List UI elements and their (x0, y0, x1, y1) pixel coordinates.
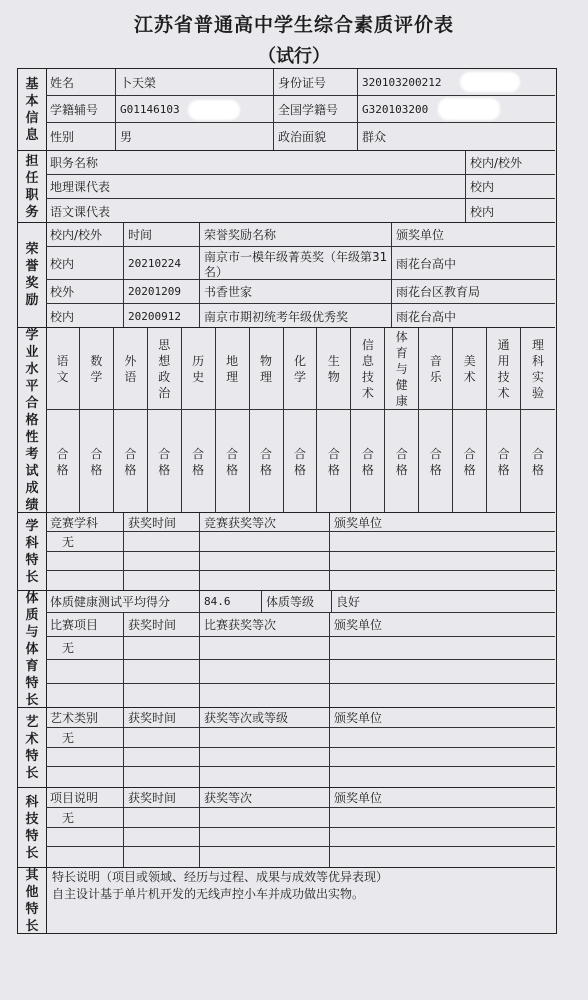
school-no-value: G01146103 (116, 96, 274, 123)
id-label: 身份证号 (274, 69, 358, 96)
subject_strength-empty-cell (330, 571, 555, 590)
redaction-mark (460, 72, 520, 92)
tech-header-cell: 获奖时间 (124, 788, 200, 808)
other-header: 特长说明（项目或领域、经历与过程、成果与成效等优异表现） (52, 870, 389, 884)
honor-scope-header: 校内/校外 (46, 223, 124, 247)
subject_strength-header-cell: 颁奖单位 (330, 513, 555, 532)
honor-issuer-header: 颁奖单位 (392, 223, 555, 247)
art-empty-cell (200, 728, 330, 748)
basic-info-label: 基本信息 (18, 69, 47, 150)
name-label: 姓名 (46, 69, 116, 96)
honor-time-header: 时间 (124, 223, 200, 247)
subject_strength-empty-cell (330, 532, 555, 551)
exam-result: 合 格 (284, 410, 318, 513)
honor-row-scope: 校内 (46, 247, 124, 280)
tech-empty-cell (200, 808, 330, 828)
tech-empty-cell (330, 847, 555, 867)
exam-subject-header: 化 学 (284, 328, 318, 410)
exam-subject-header: 地 理 (216, 328, 250, 410)
subject_strength-empty-cell (200, 571, 330, 590)
duties-section (18, 150, 555, 222)
exam-result: 合 格 (453, 410, 487, 513)
duty-row-scope: 校内 (466, 175, 555, 199)
honor-row-issuer: 雨花台高中 (392, 247, 555, 280)
exam-subject-header: 物 理 (250, 328, 284, 410)
art-header-cell: 获奖时间 (124, 708, 200, 728)
subject-strength-section (18, 512, 555, 590)
tech-empty-cell (330, 828, 555, 848)
exams-label: 学业水平合格性考试成绩 (18, 328, 47, 512)
tech-empty-cell (124, 847, 200, 867)
art-header-cell: 颁奖单位 (330, 708, 555, 728)
tech-section (18, 787, 555, 867)
exam-result: 合 格 (216, 410, 250, 513)
physical-awards-grid (46, 613, 555, 707)
tech-label: 科技特长 (18, 788, 47, 867)
art-empty-cell (200, 767, 330, 787)
political-label: 政治面貌 (274, 123, 358, 150)
tech-value-cell: 无 (46, 808, 124, 828)
evaluation-form (17, 68, 557, 934)
tech-empty-cell (124, 828, 200, 848)
form-subtitle: （试行） (258, 46, 330, 67)
duty-row-scope: 校内 (470, 204, 495, 219)
subject_strength-header-cell: 竞赛学科 (46, 513, 124, 532)
exam-grid (46, 328, 555, 512)
other-text: 自主设计基于单片机开发的无线声控小车并成功做出实物。 (52, 887, 365, 901)
national-no-value: G320103200 (358, 96, 555, 123)
subject_strength-empty-cell (46, 552, 124, 571)
exam-subject-header: 理 科 实 验 (521, 328, 555, 410)
exam-subject-header: 音 乐 (419, 328, 453, 410)
art-empty-cell (124, 748, 200, 768)
subject-strength-grid (46, 513, 555, 590)
subject_strength-empty-cell (124, 571, 200, 590)
fitness-level-label: 体质等级 (262, 591, 332, 613)
exam-result: 合 格 (148, 410, 182, 513)
tech-empty-cell (200, 828, 330, 848)
exam-subject-header: 体 育 与 健 康 (385, 328, 419, 410)
exam-result: 合 格 (250, 410, 284, 513)
physical-empty-cell (200, 684, 330, 708)
exam-result: 合 格 (114, 410, 148, 513)
duty-scope-header: 校内/校外 (466, 151, 555, 175)
subject_strength-header-cell: 获奖时间 (124, 513, 200, 532)
basic-info-section (18, 69, 555, 150)
art-empty-cell (330, 767, 555, 787)
art-empty-cell (330, 748, 555, 768)
physical-label: 体质与体育特长 (18, 591, 47, 707)
exam-result: 合 格 (182, 410, 216, 513)
redaction-mark (438, 98, 500, 120)
art-empty-cell (200, 748, 330, 768)
exam-subject-header: 生 物 (317, 328, 351, 410)
exam-subject-header: 思 想 政 治 (148, 328, 182, 410)
exam-result: 合 格 (385, 410, 419, 513)
tech-grid (46, 788, 555, 867)
art-section (18, 707, 555, 787)
tech-empty-cell (46, 828, 124, 848)
honors-label: 荣誉奖励 (18, 223, 47, 327)
honor-row-time: 20201209 (124, 280, 200, 304)
tech-empty-cell (200, 847, 330, 867)
id-value: 320103200212 (358, 69, 555, 96)
exam-subject-header: 语 文 (46, 328, 80, 410)
subject_strength-empty-cell (200, 552, 330, 571)
exam-result: 合 格 (532, 446, 545, 477)
exam-subject-header: 数 学 (80, 328, 114, 410)
other-label: 其他特长 (18, 868, 47, 933)
exam-result: 合 格 (419, 410, 453, 513)
subject_strength-empty-cell (200, 532, 330, 551)
art-header-cell: 获奖等次或等级 (200, 708, 330, 728)
exam-result: 合 格 (487, 410, 521, 513)
duty-row-name: 语文课代表 (46, 199, 466, 223)
tech-empty-cell (124, 808, 200, 828)
fitness-score-label: 体质健康测试平均得分 (46, 591, 200, 613)
tech-header-cell: 获奖等次 (200, 788, 330, 808)
duty-row-name: 地理课代表 (46, 175, 466, 199)
art-value-cell: 无 (46, 728, 124, 748)
exam-subject-header: 通 用 技 术 (487, 328, 521, 410)
physical-empty-cell (330, 660, 555, 684)
art-empty-cell (124, 728, 200, 748)
honor-name-header: 荣誉奖励名称 (200, 223, 392, 247)
physical-header-cell: 获奖时间 (124, 613, 200, 637)
duties-label: 担任职务 (18, 151, 47, 222)
art-empty-cell (330, 728, 555, 748)
redaction-mark (188, 100, 240, 120)
honor-row-name: 南京市期初统考年级优秀奖 (200, 304, 392, 328)
honor-row-issuer: 雨花台区教育局 (392, 280, 555, 304)
tech-empty-cell (330, 808, 555, 828)
physical-empty-cell (46, 660, 124, 684)
exams-section (18, 327, 555, 512)
honor-row-issuer: 雨花台高中 (396, 309, 457, 324)
physical-value-cell: 无 (46, 637, 124, 661)
other-section (18, 867, 555, 933)
gender-label: 性别 (46, 123, 116, 150)
national-no-label: 全国学籍号 (274, 96, 358, 123)
fitness-level-value: 良好 (332, 591, 555, 613)
art-header-cell: 艺术类别 (46, 708, 124, 728)
physical-section (18, 590, 555, 707)
art-empty-cell (124, 767, 200, 787)
physical-header-cell: 比赛项目 (46, 613, 124, 637)
school-no-label: 学籍辅号 (46, 96, 116, 123)
art-empty-cell (46, 748, 124, 768)
physical-empty-cell (124, 684, 200, 708)
form-title: 江苏省普通高中学生综合素质评价表 (133, 14, 454, 36)
honor-row-name: 南京市一模年级菁英奖（年级第31名） (200, 247, 392, 280)
subject_strength-header-cell: 竞赛获奖等次 (200, 513, 330, 532)
subject_strength-empty-cell (46, 571, 124, 590)
name-value: 卜天榮 (116, 69, 274, 96)
exam-subject-header: 美 术 (453, 328, 487, 410)
exam-result: 合 格 (317, 410, 351, 513)
exam-result: 合 格 (46, 410, 80, 513)
physical-empty-cell (124, 660, 200, 684)
fitness-score-value: 84.6 (200, 591, 262, 613)
honor-row-time: 20200912 (124, 304, 200, 328)
gender-value: 男 (116, 123, 274, 150)
political-value: 群众 (362, 130, 387, 144)
subject_strength-empty-cell (124, 532, 200, 551)
honor-row-time: 20210224 (124, 247, 200, 280)
exam-result: 合 格 (351, 410, 385, 513)
physical-empty-cell (200, 660, 330, 684)
exam-subject-header: 信 息 技 术 (351, 328, 385, 410)
physical-empty-cell (46, 684, 124, 708)
art-empty-cell (46, 767, 124, 787)
honor-row-name: 书香世家 (200, 280, 392, 304)
tech-header-cell: 项目说明 (46, 788, 124, 808)
physical-empty-cell (124, 637, 200, 661)
art-label: 艺术特长 (18, 708, 47, 787)
honors-section (18, 222, 555, 327)
physical-empty-cell (330, 637, 555, 661)
duty-name-header: 职务名称 (46, 151, 466, 175)
tech-header-cell: 颁奖单位 (330, 788, 555, 808)
honor-row-scope: 校内 (46, 304, 124, 328)
physical-empty-cell (200, 637, 330, 661)
exam-subject-header: 外 语 (114, 328, 148, 410)
subject_strength-value-cell: 无 (46, 532, 124, 551)
subject_strength-empty-cell (124, 552, 200, 571)
exam-subject-header: 历 史 (182, 328, 216, 410)
exam-result: 合 格 (80, 410, 114, 513)
subject-strength-label: 学科特长 (18, 513, 47, 590)
physical-header-cell: 颁奖单位 (330, 613, 555, 637)
physical-empty-cell (330, 684, 555, 708)
art-grid (46, 708, 555, 787)
subject_strength-empty-cell (330, 552, 555, 571)
physical-header-cell: 比赛获奖等次 (200, 613, 330, 637)
tech-empty-cell (46, 847, 124, 867)
honor-row-scope: 校外 (46, 280, 124, 304)
